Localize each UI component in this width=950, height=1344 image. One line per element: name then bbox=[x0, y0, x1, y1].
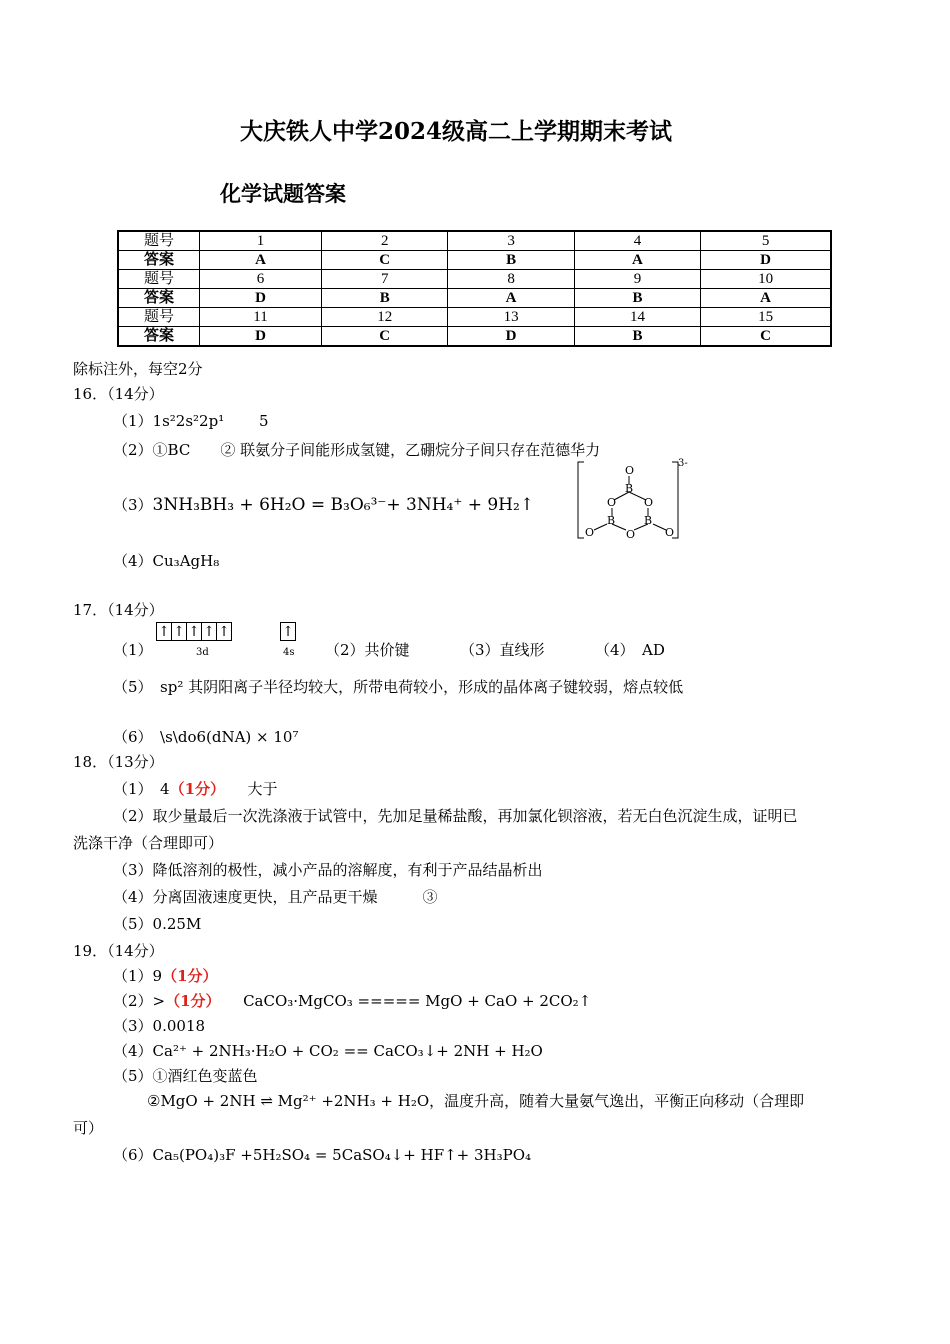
q16-part1-extra: 5 bbox=[259, 412, 269, 430]
q19-part1-answer: （1）9 bbox=[113, 967, 163, 985]
q18-part2-line1: （2）取少量最后一次洗涤液于试管中，先加足量稀盐酸，再加氯化钡溶液，若无白色沉淀生成，证明已 bbox=[113, 807, 798, 825]
row-label: 题号 bbox=[118, 270, 200, 289]
q19-part2-answer: （2）> bbox=[113, 992, 166, 1010]
ring-atom-b-right: B bbox=[644, 514, 653, 527]
ring-atom-o-right: O bbox=[644, 496, 654, 509]
q16-part1 bbox=[113, 410, 269, 431]
table-cell: 6 bbox=[200, 270, 322, 289]
orbital-box: ↑ bbox=[280, 622, 296, 641]
q18-part1-answer: （1） 4 bbox=[113, 780, 170, 798]
q19-heading: 19．（14分） bbox=[73, 942, 164, 960]
table-cell: A bbox=[448, 289, 574, 308]
q19-part5b-line1: ②MgO + 2NH ⇌ Mg²⁺ +2NH₃ + H₂O，温度升高，随着大量氨气逸出，平衡正向移动（合理即 bbox=[147, 1092, 805, 1110]
scoring-note: 除标注外，每空2分 bbox=[73, 360, 203, 378]
q16-part3 bbox=[113, 494, 534, 515]
orbital-box: ↑ bbox=[216, 622, 232, 641]
q19-part6: （6）Ca₅(PO₄)₃F +5H₂SO₄ = 5CaSO₄↓+ HF↑+ 3H₃PO₄ bbox=[113, 1146, 532, 1164]
table-cell: D bbox=[200, 289, 322, 308]
table-cell: A bbox=[701, 289, 831, 308]
table-cell: C bbox=[322, 251, 448, 270]
q18-part1-score: （1分） bbox=[169, 780, 218, 798]
table-cell: 10 bbox=[701, 270, 831, 289]
q18-part5: （5）0.25M bbox=[113, 915, 202, 933]
table-cell: 13 bbox=[448, 308, 574, 327]
q17-heading: 17．（14分） bbox=[73, 601, 164, 619]
q19-part4: （4）Ca²⁺ + 2NH₃·H₂O + CO₂ == CaCO₃↓+ 2NH + H₂O bbox=[113, 1042, 543, 1060]
q17-part2: （2）共价键 bbox=[325, 641, 410, 659]
orbital-4s bbox=[280, 622, 295, 641]
table-cell: 2 bbox=[322, 231, 448, 251]
ring-charge: 3- bbox=[678, 458, 688, 469]
table-cell: 14 bbox=[574, 308, 700, 327]
q16-part4: （4）Cu₃AgH₈ bbox=[113, 552, 220, 570]
answer-table-row bbox=[118, 308, 831, 327]
orbital-3d bbox=[156, 622, 231, 641]
ring-atom-o-left: O bbox=[607, 496, 617, 509]
q18-part4: （4）分离固液速度更快，且产品更干燥 ③ bbox=[113, 888, 438, 906]
table-cell: 11 bbox=[200, 308, 322, 327]
table-cell: C bbox=[322, 327, 448, 347]
table-cell: A bbox=[574, 251, 700, 270]
ring-atom-o-outer-right: O bbox=[665, 526, 675, 539]
answer-table-row bbox=[118, 289, 831, 308]
table-cell: 15 bbox=[701, 308, 831, 327]
table-cell: 8 bbox=[448, 270, 574, 289]
q18-part3: （3）降低溶剂的极性，减小产品的溶解度，有利于产品结晶析出 bbox=[113, 861, 543, 879]
ring-atom-o-outer-left: O bbox=[585, 526, 595, 539]
borate-ring-structure bbox=[574, 456, 694, 544]
ring-atom-o-top: O bbox=[625, 464, 635, 477]
table-cell: D bbox=[448, 327, 574, 347]
q16-part1-label: （1） bbox=[113, 412, 153, 430]
orbital-box: ↑ bbox=[171, 622, 187, 641]
q18-part2-line2: 洗涤干净（合理即可） bbox=[73, 834, 224, 852]
table-cell: B bbox=[574, 327, 700, 347]
q19-part1 bbox=[113, 965, 218, 986]
table-cell: B bbox=[322, 289, 448, 308]
q16-part2: （2）①BC ② 联氨分子间能形成氢键，乙硼烷分子间只存在范德华力 bbox=[113, 441, 601, 459]
orbital-box: ↑ bbox=[186, 622, 202, 641]
q19-part5: （5）①酒红色变蓝色 bbox=[113, 1067, 258, 1085]
table-cell: A bbox=[200, 251, 322, 270]
table-cell: 3 bbox=[448, 231, 574, 251]
table-cell: B bbox=[574, 289, 700, 308]
page-title: 大庆铁人中学2024级高二上学期期末考试 bbox=[240, 118, 673, 145]
ring-atom-b-left: B bbox=[607, 514, 616, 527]
q17-part6: （6） \s\do6(dNA) × 10⁷ bbox=[113, 728, 299, 746]
q16-part1-answer: 1s²2s²2p¹ bbox=[152, 412, 225, 430]
row-label: 答案 bbox=[118, 327, 200, 347]
q19-part5b-line2: 可） bbox=[73, 1119, 104, 1137]
table-cell: C bbox=[701, 327, 831, 347]
page-subtitle: 化学试题答案 bbox=[220, 181, 346, 206]
orbital-box: ↑ bbox=[201, 622, 217, 641]
row-label: 答案 bbox=[118, 251, 200, 270]
table-cell: 5 bbox=[701, 231, 831, 251]
table-cell: 1 bbox=[200, 231, 322, 251]
q19-part3: （3）0.0018 bbox=[113, 1017, 206, 1035]
q18-part1 bbox=[113, 778, 278, 799]
q16-part3-equation: 3NH₃BH₃ + 6H₂O = B₃O₆³⁻+ 3NH₄⁺ + 9H₂↑ bbox=[152, 495, 535, 515]
answer-table-row bbox=[118, 231, 831, 251]
q18-part1-extra: 大于 bbox=[217, 780, 278, 798]
q19-part2-equation: CaCO₃·MgCO₃ ===== MgO + CaO + 2CO₂↑ bbox=[213, 992, 592, 1010]
table-cell: B bbox=[448, 251, 574, 270]
table-cell: D bbox=[701, 251, 831, 270]
answer-table bbox=[117, 230, 832, 347]
orbital-box: ↑ bbox=[156, 622, 172, 641]
answer-table-row bbox=[118, 251, 831, 270]
orbital-4s-label: 4s bbox=[283, 647, 295, 658]
q17-part1-label: （1） bbox=[113, 641, 153, 659]
orbital-3d-label: 3d bbox=[196, 647, 209, 658]
row-label: 题号 bbox=[118, 231, 200, 251]
table-cell: 7 bbox=[322, 270, 448, 289]
q18-heading: 18．（13分） bbox=[73, 753, 164, 771]
row-label: 答案 bbox=[118, 289, 200, 308]
table-cell: 4 bbox=[574, 231, 700, 251]
q17-part3: （3）直线形 bbox=[460, 641, 545, 659]
row-label: 题号 bbox=[118, 308, 200, 327]
ring-atom-o-bottom: O bbox=[626, 528, 636, 541]
ring-atom-b-top: B bbox=[625, 482, 634, 495]
q17-part4: （4） AD bbox=[595, 641, 665, 659]
q19-part1-score: （1分） bbox=[162, 967, 218, 985]
table-cell: 9 bbox=[574, 270, 700, 289]
table-cell: D bbox=[200, 327, 322, 347]
q16-part3-label: （3） bbox=[113, 496, 153, 514]
answer-table-row bbox=[118, 327, 831, 347]
q19-part2 bbox=[113, 990, 591, 1011]
q19-part2-score: （1分） bbox=[165, 992, 214, 1010]
q17-part5: （5） sp² 其阴阳离子半径均较大，所带电荷较小，形成的晶体离子键较弱，熔点较低 bbox=[113, 678, 684, 696]
table-cell: 12 bbox=[322, 308, 448, 327]
q16-heading: 16．（14分） bbox=[73, 385, 164, 403]
answer-table-row bbox=[118, 270, 831, 289]
